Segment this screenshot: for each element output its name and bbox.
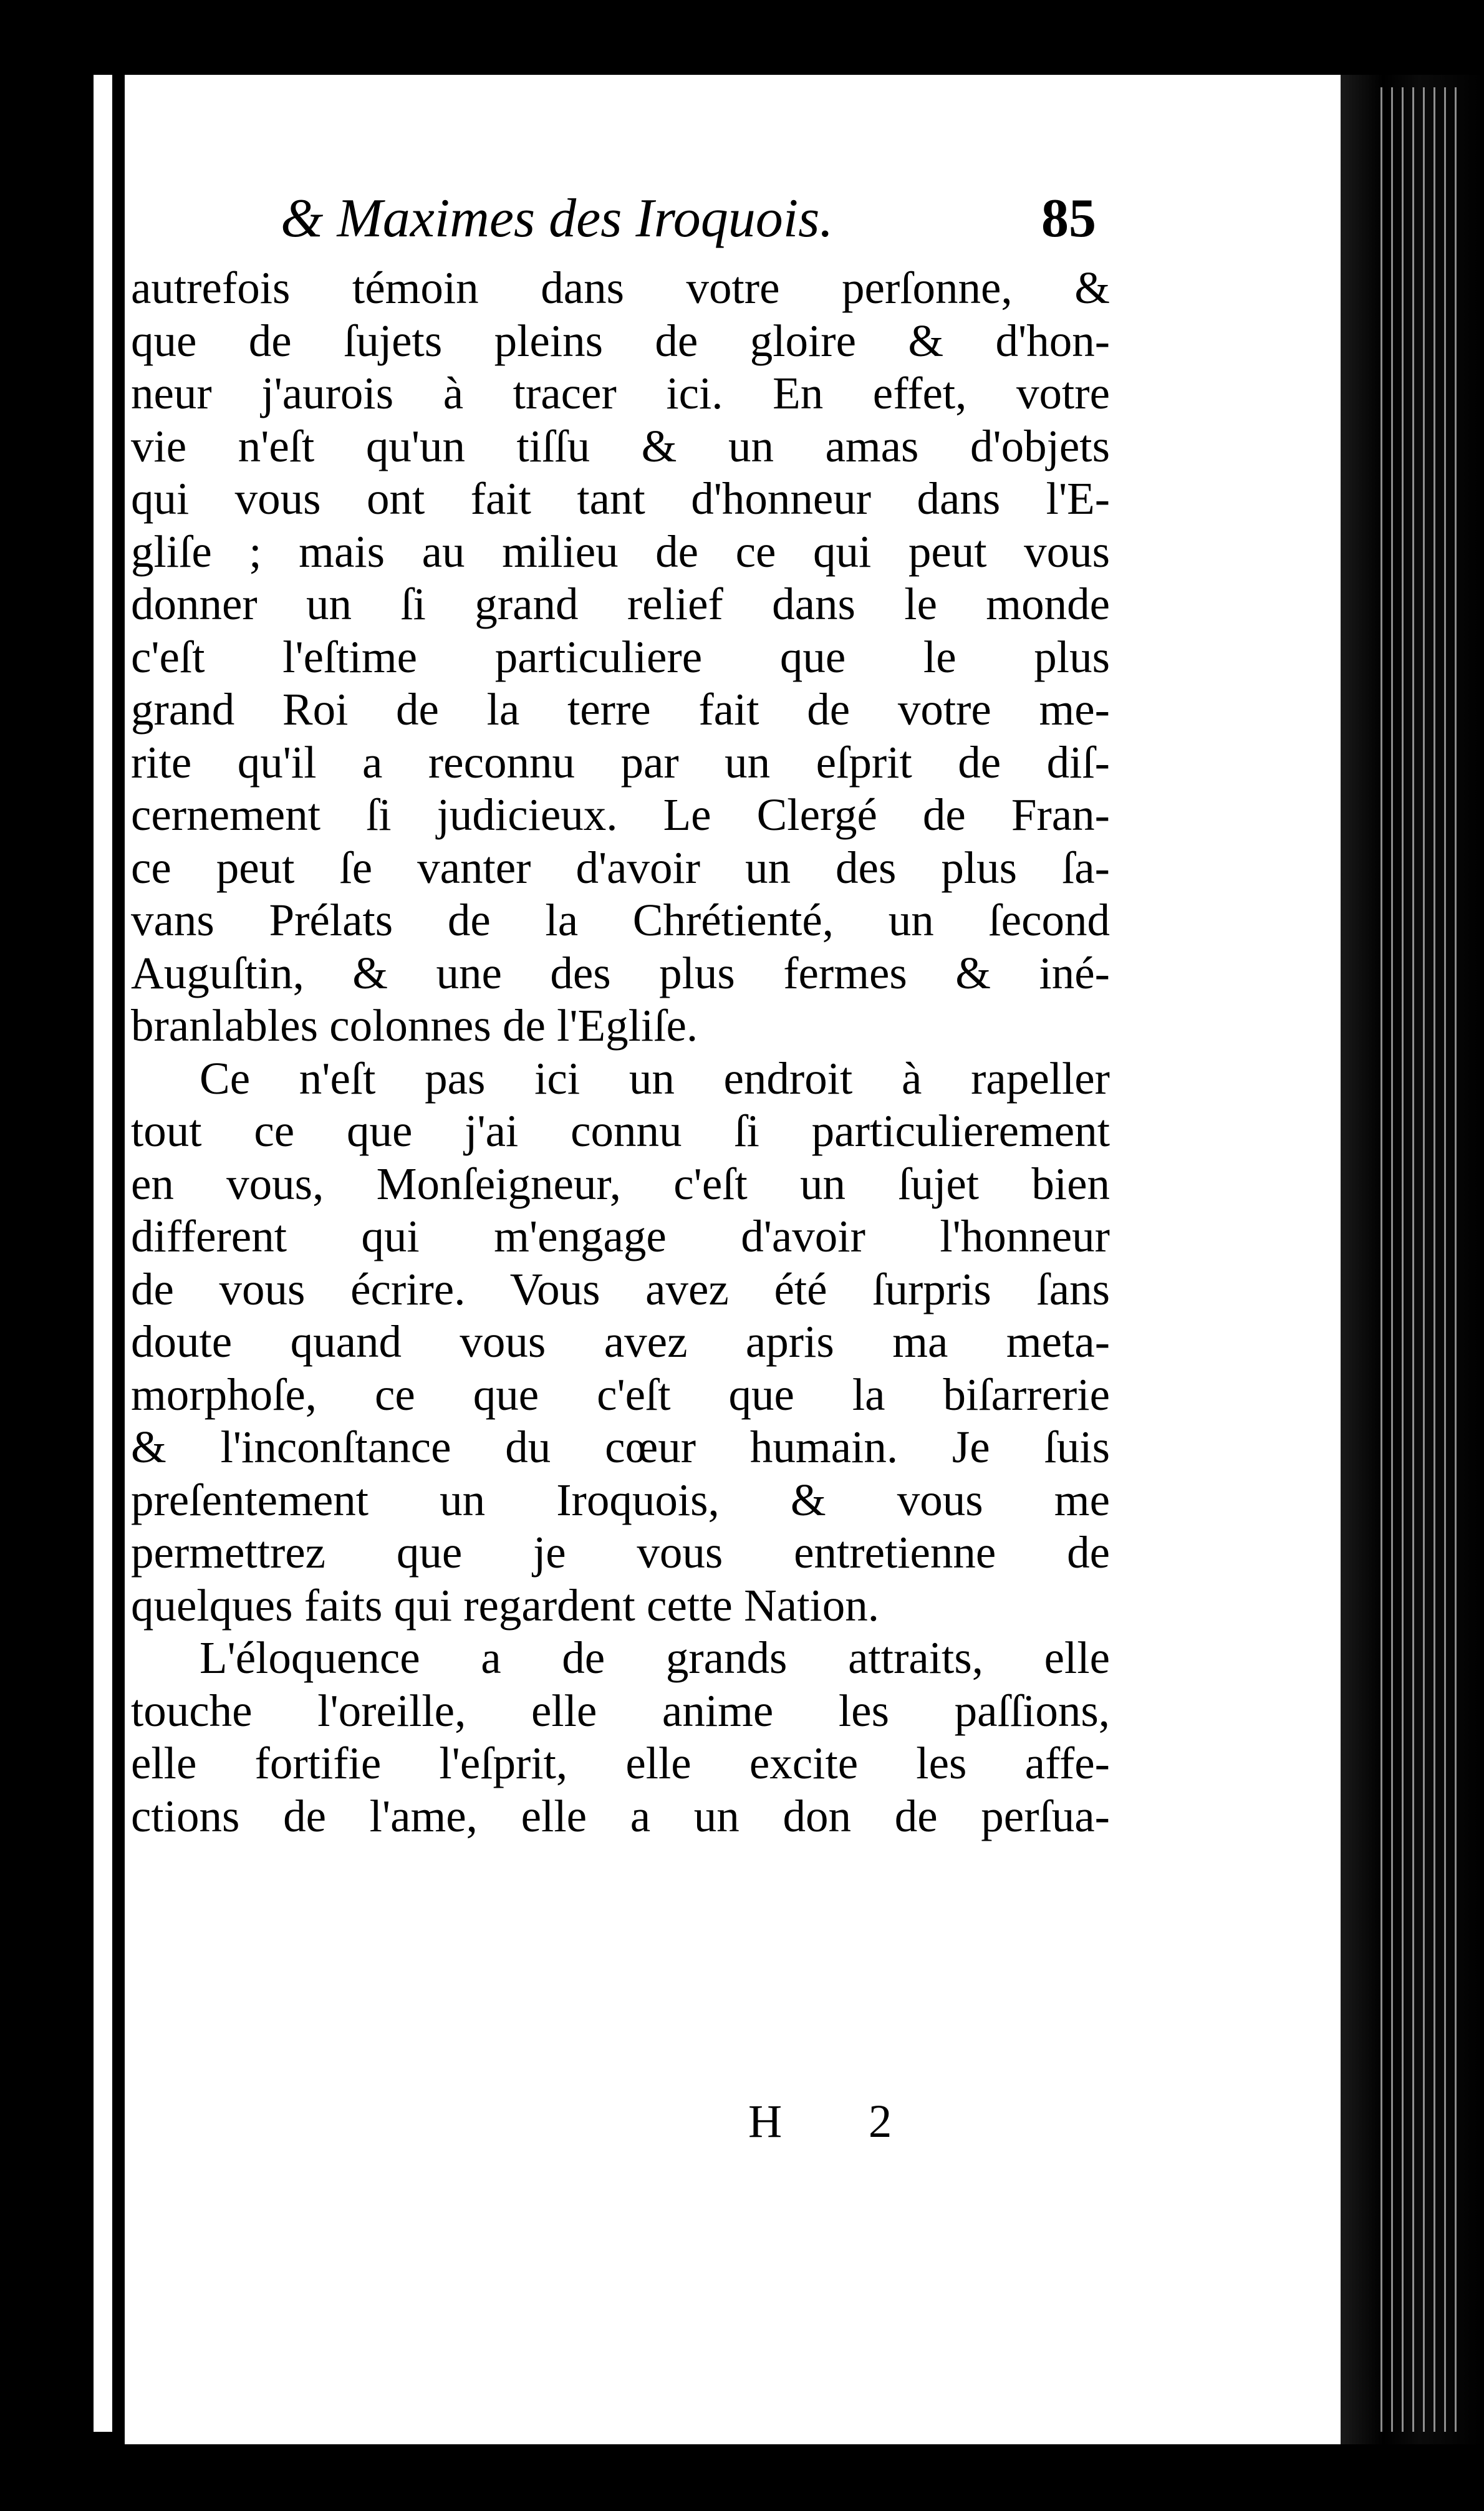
text-line: touche l'oreille, elle anime les paſſions, [131,1685,1110,1736]
text-line: de vous écrire. Vous avez été ſurpris ſans [131,1263,1110,1314]
text-line: en vous, Monſeigneur, c'eſt un ſujet bien [131,1158,1110,1209]
text-line: branlables colonnes de l'Egliſe. [131,1000,698,1051]
page-edge-stack [1372,87,1459,2432]
text-line: doute quand vous avez apris ma meta- [131,1316,1110,1367]
text-line: permettrez que je vous entretienne de [131,1527,1110,1578]
text-line: cernement ſi judicieux. Le Clergé de Fran- [131,789,1110,840]
page-header [156,187,1154,262]
text-line: autrefois témoin dans votre perſonne, & [131,263,1110,313]
body-text [131,262,1110,1843]
text-line: ctions de l'ame, elle a un don de perſua- [131,1790,1110,1841]
text-line: & l'inconſtance du cœur humain. Je ſuis [131,1422,1110,1472]
page-number: 85 [1041,188,1096,249]
text-line: ce peut ſe vanter d'avoir un des plus ſa- [131,842,1110,893]
text-line: Auguſtin, & une des plus fermes & iné- [131,947,1110,998]
binding-gap [112,75,125,2432]
text-line: donner un ſi grand relief dans le monde [131,579,1110,629]
text-line: neur j'aurois à tracer ici. En effet, votre [131,368,1110,418]
text-line: rite qu'il a reconnu par un eſprit de diſ- [131,736,1110,788]
text-line: qui vous ont fait tant d'honneur dans l'E- [131,473,1110,524]
running-title: & Maximes des Iroquois. [281,188,834,249]
signature-mark: H 2 [748,2096,930,2147]
text-line: quelques faits qui regardent cette Nation. [131,1579,880,1631]
text-line: Ce n'eſt pas ici un endroit à rapeller [200,1053,1110,1104]
text-line: que de ſujets pleins de gloire & d'hon- [131,315,1110,366]
text-line: different qui m'engage d'avoir l'honneur [131,1211,1110,1261]
text-line: grand Roi de la terre fait de votre me- [131,684,1110,735]
text-line: vans Prélats de la Chrétienté, un ſecond [131,895,1110,945]
text-line: elle fortifie l'eſprit, elle excite les affe- [131,1738,1110,1788]
text-line: gliſe ; mais au milieu de ce qui peut vous [131,526,1110,577]
text-line: morphoſe, ce que c'eſt que la biſarrerie [131,1369,1110,1420]
text-line: vie n'eſt qu'un tiſſu & un amas d'objets [131,420,1110,471]
text-line: preſentement un Iroquois, & vous me [131,1474,1110,1525]
text-line: L'éloquence a de grands attraits, elle [200,1632,1110,1683]
binding-edge [94,75,112,2432]
text-line: c'eſt l'eſtime particuliere que le plus [131,631,1110,682]
text-line: tout ce que j'ai connu ſi particulierement [131,1106,1110,1156]
